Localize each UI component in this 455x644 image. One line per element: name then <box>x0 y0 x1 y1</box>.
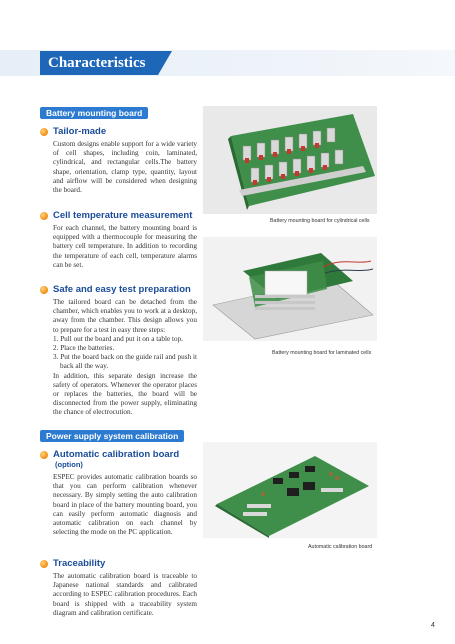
bullet-icon <box>40 128 48 136</box>
safe-line-5: In addition, this separate design increase the safety of operators. Whenever the operator places or replaces the batteries, the board will be disconnected from the power supply, eliminating the chance of electrocution. <box>53 371 197 417</box>
photo-laminated-board <box>203 237 377 341</box>
page-number: 4 <box>431 622 435 629</box>
paragraph-traceability: The automatic calibration board is traceable to Japanese national standards and calibrated according to ESPEC calibration procedures. Each board is shipped with a traceability system diagram and calibration certificate. <box>53 572 197 617</box>
paragraph-tailor-made: Custom designs enable support for a wide variety of cell shapes, including coin, laminated, cylindrical, and rectangular cells.The battery shape, orientation, clamp type, quantity, layout and airflow will be considered when designing the board. <box>53 140 197 195</box>
paragraph-auto-calibration: ESPEC provides automatic calibration boards so that you can perform calibration whenever necessary. By simply setting the auto calibration board in place of the battery mounting board, you can easily perform automatic diagnosis and automatic calibration on each channel by selecting the mode on the PC application. <box>53 473 197 537</box>
page-title: Characteristics <box>40 51 158 75</box>
safe-line-3: 2. Place the batteries. <box>53 344 115 353</box>
caption-laminated: Battery mounting board for laminated cells <box>272 350 372 356</box>
heading-auto-calibration: Automatic calibration board <box>53 449 180 460</box>
cylindrical-board-illustration <box>203 106 377 214</box>
section-label-power: Power supply system calibration <box>40 430 184 442</box>
safe-line-4: 3. Put the board back on the guide rail and push it back all the way. <box>53 353 197 371</box>
caption-auto-calibration: Automatic calibration board <box>308 544 373 550</box>
bullet-icon <box>40 212 48 220</box>
bullet-icon <box>40 451 48 459</box>
caption-cylindrical: Battery mounting board for cylindrical cells <box>270 218 370 224</box>
paragraph-safe-easy <box>53 298 197 418</box>
laminated-board-illustration <box>203 237 377 341</box>
heading-cell-temperature: Cell temperature measurement <box>53 210 193 221</box>
bullet-icon <box>40 286 48 294</box>
photo-cylindrical-board <box>203 106 377 214</box>
bullet-icon <box>40 560 48 568</box>
section-label-battery: Battery mounting board <box>40 107 148 119</box>
heading-tailor-made: Tailor-made <box>53 126 107 137</box>
heading-safe-easy: Safe and easy test preparation <box>53 284 191 295</box>
auto-calibration-board-illustration <box>203 442 377 538</box>
photo-auto-calibration-board <box>203 442 377 538</box>
safe-line-2: 1. Pull out the board and put it on a table top. <box>53 334 183 343</box>
safe-line-1: The tailored board can be detached from the chamber, which enables you to work at a desktop, away from the chamber. This design allows you to prepare for a test in easy three steps: <box>53 298 197 334</box>
paragraph-cell-temperature: For each channel, the battery mounting board is equipped with a thermocouple for measuring the battery cell temperature. In addition to recording the temperature of each cell, temperature alarms can be set. <box>53 224 197 269</box>
subheading-option: (option) <box>55 460 83 469</box>
heading-traceability: Traceability <box>53 558 106 569</box>
